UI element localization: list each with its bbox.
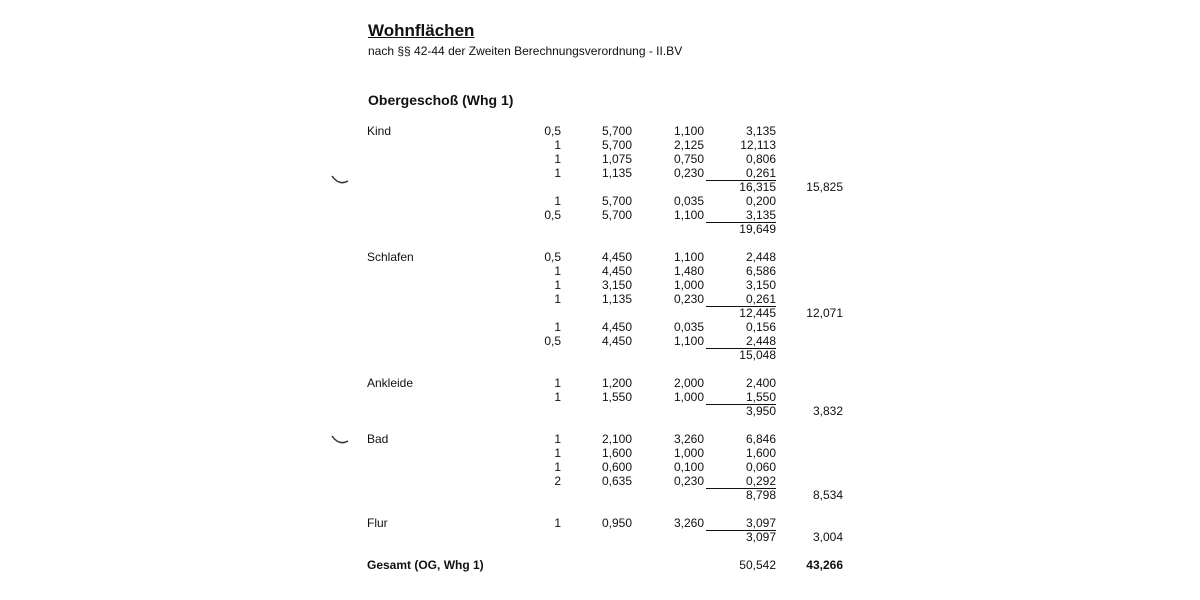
grand-total-gross: 50,542	[739, 558, 776, 572]
grand-total-label: Gesamt (OG, Whg 1)	[367, 558, 484, 572]
table-row	[0, 194, 1200, 208]
length-cell: 1,550	[601, 390, 632, 404]
length-cell: 0,600	[601, 460, 632, 474]
table-row	[0, 166, 1200, 180]
table-row	[0, 474, 1200, 488]
length-cell: 4,450	[601, 320, 632, 334]
area-cell: 6,586	[745, 264, 776, 278]
room-total-cell: 15,825	[806, 180, 843, 194]
width-cell: 1,000	[673, 278, 704, 292]
area-cell: 0,292	[745, 474, 776, 488]
table-row	[0, 152, 1200, 166]
factor-cell: 0,5	[544, 124, 561, 138]
length-cell: 2,100	[601, 432, 632, 446]
table-row	[0, 278, 1200, 292]
room-label: Schlafen	[367, 250, 414, 264]
room-total-cell: 3,832	[812, 404, 843, 418]
table-row	[0, 530, 1200, 544]
width-cell: 1,100	[673, 208, 704, 222]
factor-cell: 1	[554, 152, 561, 166]
width-cell: 1,100	[673, 124, 704, 138]
table-row	[0, 376, 1200, 390]
table-row	[0, 222, 1200, 236]
factor-cell: 1	[554, 264, 561, 278]
room-total-cell: 12,071	[806, 306, 843, 320]
room-label: Ankleide	[367, 376, 414, 390]
table-row	[0, 516, 1200, 530]
length-cell: 0,635	[601, 474, 632, 488]
table-row	[0, 208, 1200, 222]
subtotal-cell: 8,798	[745, 488, 776, 502]
area-cell: 2,448	[745, 334, 776, 348]
table-row	[0, 306, 1200, 320]
table-row	[0, 460, 1200, 474]
width-cell: 0,035	[673, 194, 704, 208]
table-row	[0, 488, 1200, 502]
table-row	[0, 264, 1200, 278]
table-row	[0, 250, 1200, 264]
table-row	[0, 390, 1200, 404]
subtotal-cell: 12,445	[739, 306, 776, 320]
factor-cell: 1	[554, 292, 561, 306]
width-cell: 0,230	[673, 474, 704, 488]
area-cell: 2,448	[745, 250, 776, 264]
scan-mark-icon	[331, 174, 349, 186]
width-cell: 1,000	[673, 446, 704, 460]
area-cell: 3,135	[745, 208, 776, 222]
area-cell: 12,113	[740, 138, 776, 152]
factor-cell: 0,5	[544, 208, 561, 222]
length-cell: 4,450	[601, 334, 632, 348]
length-cell: 1,135	[601, 292, 632, 306]
length-cell: 5,700	[601, 124, 632, 138]
area-cell: 0,261	[745, 166, 776, 180]
length-cell: 4,450	[601, 264, 632, 278]
section-title: Obergeschoß (Whg 1)	[368, 92, 514, 108]
area-cell: 0,200	[745, 194, 776, 208]
factor-cell: 1	[554, 446, 561, 460]
room-label: Flur	[367, 516, 388, 530]
width-cell: 0,100	[673, 460, 704, 474]
area-cell: 6,846	[745, 432, 776, 446]
subtotal-cell: 3,097	[745, 530, 776, 544]
width-cell: 1,480	[673, 264, 704, 278]
factor-cell: 2	[554, 474, 561, 488]
factor-cell: 0,5	[544, 334, 561, 348]
width-cell: 0,035	[673, 320, 704, 334]
width-cell: 2,125	[673, 138, 704, 152]
factor-cell: 1	[554, 138, 561, 152]
area-cell: 0,806	[745, 152, 776, 166]
table-row	[0, 124, 1200, 138]
length-cell: 1,600	[601, 446, 632, 460]
table-row	[0, 180, 1200, 194]
width-cell: 1,100	[673, 250, 704, 264]
width-cell: 0,750	[673, 152, 704, 166]
table-row	[0, 334, 1200, 348]
table-row	[0, 138, 1200, 152]
grand-total-net: 43,266	[806, 558, 843, 572]
table-row	[0, 292, 1200, 306]
table-row	[0, 432, 1200, 446]
table-row	[0, 320, 1200, 334]
document-subtitle: nach §§ 42-44 der Zweiten Berechnungsverordnung - II.BV	[368, 44, 683, 58]
width-cell: 3,260	[673, 432, 704, 446]
factor-cell: 1	[554, 516, 561, 530]
subtotal-cell: 16,315	[739, 180, 776, 194]
area-cell: 0,156	[745, 320, 776, 334]
factor-cell: 1	[554, 376, 561, 390]
factor-cell: 1	[554, 460, 561, 474]
area-cell: 0,060	[745, 460, 776, 474]
factor-cell: 1	[554, 278, 561, 292]
factor-cell: 0,5	[544, 250, 561, 264]
width-cell: 1,100	[673, 334, 704, 348]
area-cell: 0,261	[745, 292, 776, 306]
width-cell: 0,230	[673, 292, 704, 306]
area-cell: 3,097	[745, 516, 776, 530]
factor-cell: 1	[554, 432, 561, 446]
subtotal-cell: 19,649	[739, 222, 776, 236]
area-cell: 1,600	[745, 446, 776, 460]
table-row	[0, 446, 1200, 460]
length-cell: 0,950	[601, 516, 632, 530]
area-cell: 2,400	[745, 376, 776, 390]
width-cell: 3,260	[673, 516, 704, 530]
factor-cell: 1	[554, 320, 561, 334]
length-cell: 5,700	[601, 194, 632, 208]
area-cell: 3,135	[745, 124, 776, 138]
document-title: Wohnflächen	[368, 21, 475, 40]
subtotal-cell: 3,950	[745, 404, 776, 418]
width-cell: 1,000	[673, 390, 704, 404]
length-cell: 1,135	[601, 166, 632, 180]
width-cell: 2,000	[673, 376, 704, 390]
area-cell: 1,550	[745, 390, 776, 404]
factor-cell: 1	[554, 166, 561, 180]
length-cell: 1,075	[601, 152, 632, 166]
room-total-cell: 8,534	[812, 488, 843, 502]
area-cell: 3,150	[745, 278, 776, 292]
room-label: Kind	[367, 124, 392, 138]
room-total-cell: 3,004	[812, 530, 843, 544]
scan-mark-icon	[331, 434, 349, 446]
width-cell: 0,230	[673, 166, 704, 180]
length-cell: 3,150	[601, 278, 632, 292]
length-cell: 5,700	[601, 208, 632, 222]
table-row	[0, 348, 1200, 362]
length-cell: 4,450	[601, 250, 632, 264]
table-row	[0, 404, 1200, 418]
factor-cell: 1	[554, 390, 561, 404]
subtotal-cell: 15,048	[739, 348, 776, 362]
factor-cell: 1	[554, 194, 561, 208]
length-cell: 1,200	[601, 376, 632, 390]
room-label: Bad	[367, 432, 389, 446]
grand-total-row	[0, 558, 1200, 572]
length-cell: 5,700	[601, 138, 632, 152]
